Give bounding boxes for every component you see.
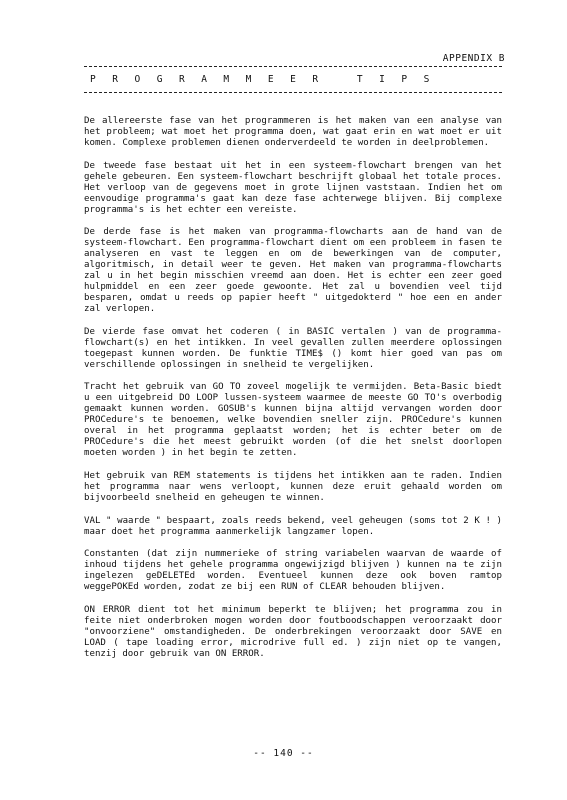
paragraph: De derde fase is het maken van programma-flowcharts aan de hand van de systeem-flowchart. Een programma-flowchart dient om een probleem in fasen te analyseren en vast te leggen en om de bewerkingen van de computer, algoritmisch, in detail weer te geven. Het maken van programma-flowcharts zal u in het begin misschien vreemd aan doen. Het is echter een zeer goed hulpmiddel en een zeer goede gewoonte. Het zal u bovendien veel tijd besparen, omdat u reeds op papier heeft " uitgedokterd " hoe een en ander zal verlopen. xyxy=(84,227,502,315)
appendix-label: APPENDIX B xyxy=(442,53,505,64)
paragraph: VAL " waarde " bespaart, zoals reeds bekend, veel geheugen (soms tot 2 K ! ) maar doet het programma aanmerkelijk langzamer lopen. xyxy=(84,515,502,537)
page-number: -- 140 -- xyxy=(253,748,314,759)
section-title: P R O G R A M M E E R T I P S xyxy=(90,74,435,85)
top-divider xyxy=(84,66,502,67)
body-text xyxy=(84,116,502,671)
title-divider xyxy=(84,92,502,93)
paragraph: Tracht het gebruik van GO TO zoveel mogelijk te vermijden. Beta-Basic biedt u een uitgebreid DO LOOP lussen-systeem waarmee de meeste GO TO's overbodig gemaakt kunnen worden. GOSUB's kunnen bijna altijd vervangen worden door PROCedure's te benoemen, welke bovendien sneller zijn. PROCedure's kunnen overal in het programma geplaatst worden; het is echter beter om de PROCedure's die het meest gebruikt worden (of die het snelst doorlopen moeten worden ) in het begin te zetten. xyxy=(84,382,502,459)
paragraph: ON ERROR dient tot het minimum beperkt te blijven; het programma zou in feite niet onderbroken mogen worden door foutboodschappen veroorzaakt door "onvoorziene" omstandigheden. De onderbrekingen veroorzaakt door SAVE en LOAD ( tape loading error, microdrive full ed. ) zijn niet op te vangen, tenzij door gebruik van ON ERROR. xyxy=(84,604,502,659)
paragraph: Het gebruik van REM statements is tijdens het intikken aan te raden. Indien het programma naar wens verloopt, kunnen deze eruit gehaald worden om bijvoorbeeld snelheid en geheugen te winnen. xyxy=(84,470,502,503)
paragraph: Constanten (dat zijn nummerieke of string variabelen waarvan de waarde of inhoud tijdens het gehele programma ongewijzigd blijven ) kunnen na te zijn ingelezen geDELETEd worden. Eventueel kunnen deze ook boven ramtop weggePOKEd worden, zodat ze bij een RUN of CLEAR behouden blijven. xyxy=(84,549,502,593)
paragraph: De vierde fase omvat het coderen ( in BASIC vertalen ) van de programma-flowchart(s) en het intikken. In veel gevallen zullen meerdere oplossingen toegepast kunnen worden. De funktie TIME$ () komt hier goed van pas om verschillende oplossingen in snelheid te vergelijken. xyxy=(84,326,502,370)
paragraph: De tweede fase bestaat uit het in een systeem-flowchart brengen van het gehele gebeuren. Een systeem-flowchart beschrijft globaal het totale proces. Het verloop van de gegevens moet in grote lijnen vaststaan. Indien het om eenvoudige programma's gaat kan deze fase achterwege blijven. Bij complexe programma's is het echter een vereiste. xyxy=(84,160,502,215)
paragraph: De allereerste fase van het programmeren is het maken van een analyse van het probleem; wat moet het programma doen, wat gaat erin en wat moet er uit komen. Complexe problemen dienen onderverdeeld te worden in deelproblemen. xyxy=(84,116,502,148)
